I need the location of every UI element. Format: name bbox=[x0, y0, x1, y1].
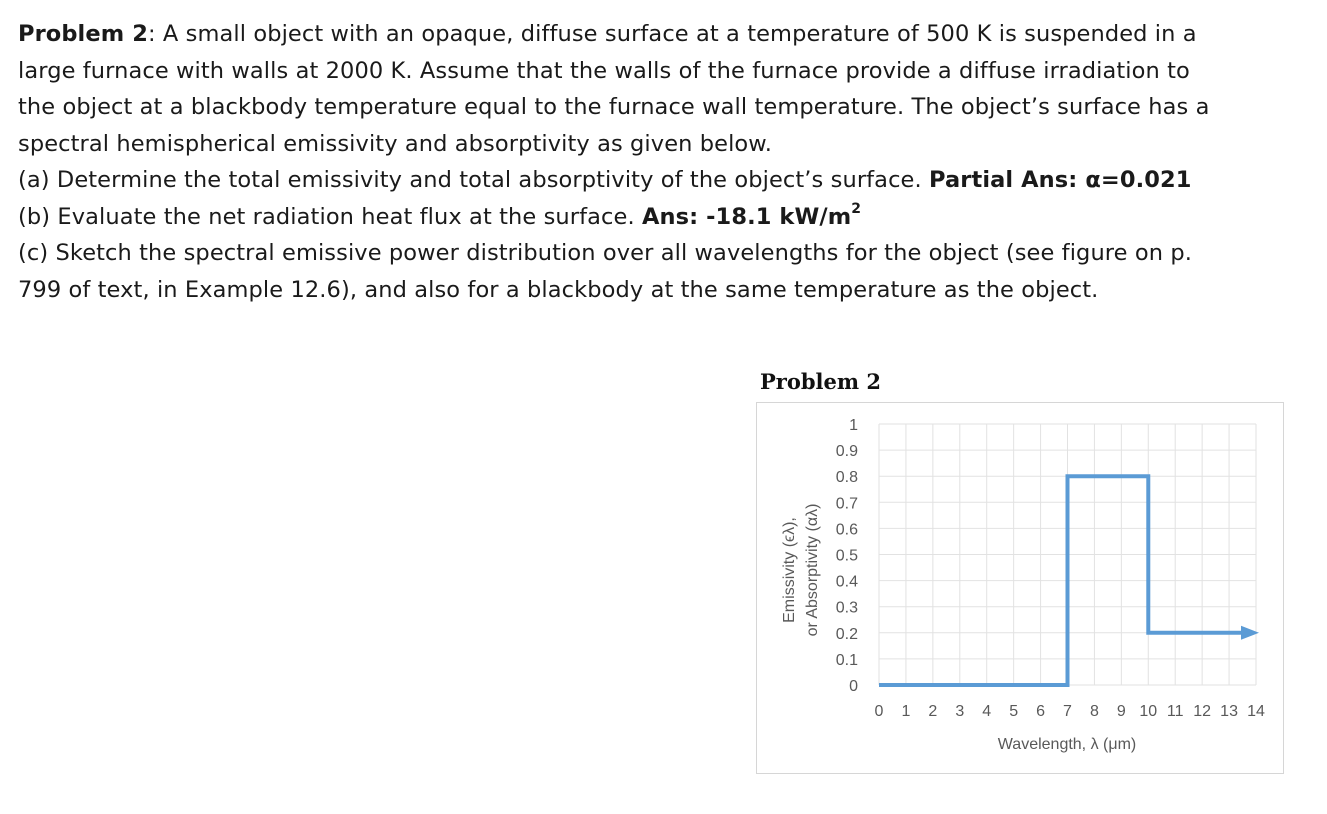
x-tick-label: 2 bbox=[928, 703, 938, 720]
chart bbox=[756, 402, 1284, 774]
y-tick-label: 1 bbox=[849, 417, 858, 434]
y-tick-label: 0.1 bbox=[835, 651, 858, 669]
y-tick-label: 0 bbox=[849, 678, 858, 695]
x-tick-label: 11 bbox=[1166, 703, 1184, 720]
y-tick-label: 0.9 bbox=[835, 443, 858, 461]
problem-line-3: the object at a blackbody temperature equal to the furnace wall temperature. The object’s surface has a bbox=[18, 94, 1210, 120]
x-tick-label: 10 bbox=[1139, 703, 1158, 720]
y-tick-label: 0.4 bbox=[835, 573, 858, 591]
y-tick-labels bbox=[836, 417, 858, 695]
x-tick-labels bbox=[875, 703, 1265, 720]
x-tick-label: 0 bbox=[874, 703, 884, 720]
x-tick-label: 7 bbox=[1063, 703, 1072, 720]
part-a-answer: Partial Ans: α=0.021 bbox=[929, 167, 1192, 193]
x-tick-label: 8 bbox=[1089, 703, 1099, 720]
y-tick-label: 0.6 bbox=[835, 521, 858, 539]
x-tick-label: 12 bbox=[1193, 703, 1212, 720]
x-tick-label: 13 bbox=[1220, 703, 1238, 720]
y-tick-label: 0.5 bbox=[835, 547, 858, 565]
y-tick-label: 0.3 bbox=[835, 599, 858, 617]
y-tick-label: 0.7 bbox=[835, 495, 858, 513]
part-b: (b) Evaluate the net radiation heat flux at the surface. Ans: -18.1 $kW/m^2$ bbox=[18, 201, 862, 230]
problem-line-1: Problem 2: A small object with an opaque, diffuse surface at a temperature of 500 K is suspended in a bbox=[18, 21, 1197, 47]
y-axis-label-line-1: Emissivity (ϵλ), bbox=[781, 517, 798, 623]
y-tick-label: 0.2 bbox=[835, 625, 858, 643]
problem-text bbox=[18, 16, 1313, 308]
chart-svg bbox=[757, 403, 1285, 775]
problem-line-4: spectral hemispherical emissivity and absorptivity as given below. bbox=[18, 130, 772, 157]
x-tick-label: 6 bbox=[1036, 703, 1046, 720]
x-tick-label: 4 bbox=[982, 703, 992, 720]
problem-line-2: large furnace with walls at 2000 K. Assume that the walls of the furnace provide a diffuse irradiation to bbox=[18, 57, 1190, 84]
x-tick-label: 5 bbox=[1009, 703, 1019, 720]
x-tick-label: 14 bbox=[1247, 703, 1265, 720]
part-a: (a) Determine the total emissivity and total absorptivity of the object’s surface. Partial Ans: α=0.021 bbox=[18, 167, 1192, 193]
x-tick-label: 3 bbox=[955, 703, 965, 720]
x-tick-label: 1 bbox=[901, 703, 911, 720]
chart-title: Problem 2 bbox=[760, 369, 882, 394]
x-tick-label: 9 bbox=[1116, 703, 1126, 720]
part-c-line-1: (c) Sketch the spectral emissive power distribution over all wavelengths for the object (see figure on p. bbox=[18, 240, 1192, 266]
y-tick-label: 0.8 bbox=[835, 469, 858, 487]
y-axis-label-line-2: or Absorptivity (αλ) bbox=[804, 503, 821, 637]
problem-heading: Problem 2 bbox=[18, 21, 148, 47]
part-b-answer: Ans: -18.1 $kW/m^2$ bbox=[641, 201, 862, 230]
x-axis-label: Wavelength, λ (μm) bbox=[997, 736, 1137, 753]
part-c-line-2: 799 of text, in Example 12.6), and also for a blackbody at the same temperature as the object. bbox=[18, 276, 1099, 303]
